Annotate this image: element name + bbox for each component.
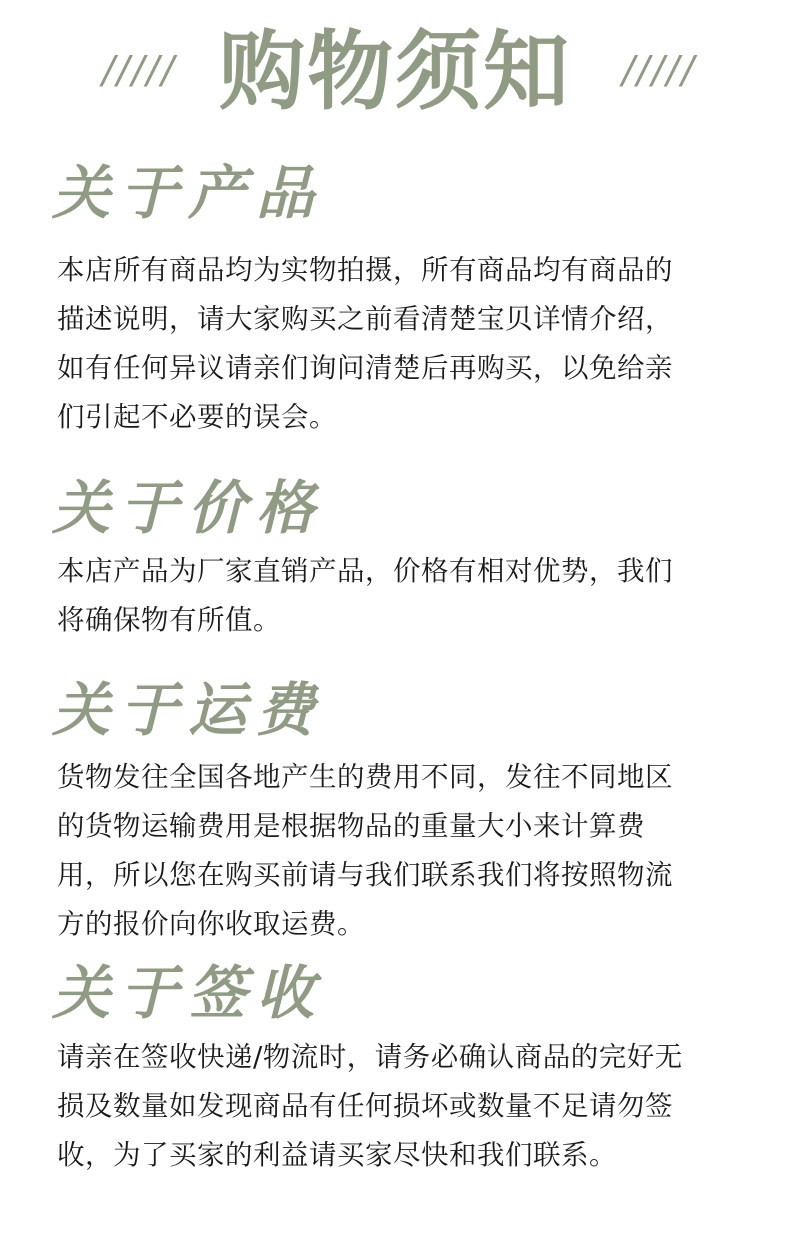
- section-heading-price: 关于价格: [52, 474, 325, 542]
- body-line: 们引起不必要的误会。: [57, 401, 337, 433]
- body-line: 货物发往全国各地产生的费用不同，发往不同地区: [57, 761, 673, 793]
- section-body-product: [57, 246, 747, 442]
- section-body-shipping: [57, 753, 747, 949]
- section-body-receipt: [57, 1033, 747, 1180]
- body-line: 本店所有商品均为实物拍摄，所有商品均有商品的: [57, 254, 673, 286]
- body-line: 方的报价向你收取运费。: [57, 908, 365, 940]
- section-heading-receipt: 关于签收: [52, 959, 325, 1027]
- body-line: 的货物运输费用是根据物品的重量大小来计算费: [57, 810, 645, 842]
- body-line: 如有任何异议请亲们询问清楚后再购买，以免给亲: [57, 352, 673, 384]
- body-line: 本店产品为厂家直销产品，价格有相对优势，我们: [57, 555, 673, 587]
- body-line: 损及数量如发现商品有任何损坏或数量不足请勿签: [57, 1090, 673, 1122]
- page-title: 购物须知: [219, 22, 571, 122]
- left-decoration: /////: [102, 48, 177, 92]
- body-line: 用，所以您在购买前请与我们联系我们将按照物流: [57, 859, 673, 891]
- right-decoration: /////: [622, 48, 697, 92]
- section-heading-product: 关于产品: [52, 159, 325, 227]
- body-line: 请亲在签收快递/物流时，请务必确认商品的完好无: [57, 1041, 683, 1073]
- body-line: 收，为了买家的利益请买家尽快和我们联系。: [57, 1139, 617, 1171]
- body-line: 将确保物有所值。: [57, 604, 281, 636]
- page-header: [0, 22, 790, 122]
- section-heading-shipping: 关于运费: [52, 676, 325, 744]
- body-line: 描述说明，请大家购买之前看清楚宝贝详情介绍，: [57, 303, 673, 335]
- section-body-price: [57, 547, 747, 645]
